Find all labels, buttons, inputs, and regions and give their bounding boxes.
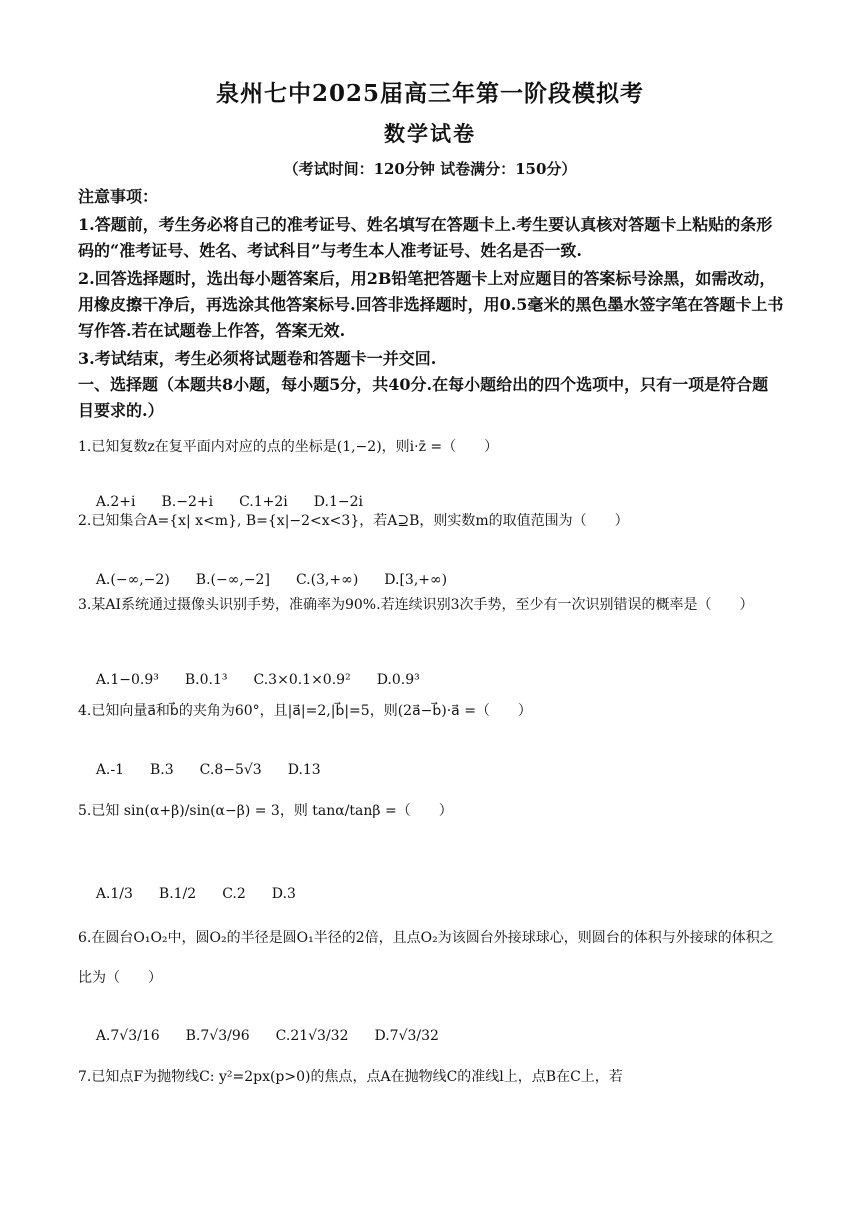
question-3-options — [78, 656, 446, 704]
option-d: D.0.9³ — [376, 672, 420, 688]
note-item-3: 3.考试结束，考生必须将试题卷和答题卡一并交回. — [78, 349, 437, 368]
note-item-1: 1.答题前，考生务必将自己的准考证号、姓名填写在答题卡上.考生要认真核对答题卡上粘贴的条形码的“准考证号、姓名、考试科目”与考生本人准考证号、姓名是否一致. — [78, 215, 773, 260]
option-c: C.3×0.1×0.9² — [253, 672, 351, 688]
option-b: B.0.1³ — [184, 672, 228, 688]
question-1-stem: 1.已知复数z在复平面内对应的点的坐标是(1,−2)，则i·z̄ =（ ） — [78, 439, 499, 455]
option-c: C.8−5√3 — [199, 762, 262, 778]
option-b: B.7√3/96 — [185, 1028, 250, 1044]
question-3-stem: 3.某AI系统通过摄像头识别手势，准确率为90%.若连续识别3次手势，至少有一次识别错误的概率是（ ） — [78, 597, 754, 613]
question-2-stem: 2.已知集合A={x| x<m}, B={x|−2<x<3}，若A⊇B，则实数m的取值范围为（ ） — [78, 513, 629, 529]
option-d: D.3 — [271, 886, 296, 902]
exam-title: 泉州七中2025届高三年第一阶段模拟考 — [215, 80, 644, 107]
exam-subtitle: 数学试卷 — [384, 121, 476, 146]
option-a: A.1−0.9³ — [95, 672, 159, 688]
exam-info: （考试时间：120分钟 试卷满分：150分） — [283, 160, 577, 178]
option-b: B.−2+i — [161, 494, 214, 510]
option-a: A.7√3/16 — [95, 1028, 160, 1044]
question-7-stem: 7.已知点F为抛物线C: y²=2px(p>0)的焦点，点A在抛物线C的准线l上，点B在C上，若 — [78, 1069, 623, 1085]
option-d: D.13 — [287, 762, 321, 778]
option-c: C.(3,+∞) — [295, 572, 359, 588]
note-item-2: 2.回答选择题时，选出每小题答案后，用2B铅笔把答题卡上对应题目的答案标号涂黑，如需改动，用橡皮擦干净后，再选涂其他答案标号.回答非选择题时，用0.5毫米的黑色墨水签字笔在答题卡上书写作答.若在试题卷上作答，答案无效. — [78, 269, 784, 340]
question-6-stem: 6.在圆台O₁O₂中，圆O₂的半径是圆O₁半径的2倍，且点O₂为该圆台外接球球心，则圆台的体积与外接球的体积之比为（ ） — [78, 930, 774, 986]
option-d: D.1−2i — [313, 494, 363, 510]
option-c: C.2 — [222, 886, 246, 902]
notes-heading: 注意事项： — [78, 187, 159, 206]
question-4-stem: 4.已知向量a⃗和b⃗的夹角为60°，且|a⃗|=2,|b⃗|=5，则(2a⃗−b⃗)·a⃗ =（ ） — [78, 703, 532, 719]
option-a: A.1/3 — [95, 886, 133, 902]
option-a: A.-1 — [95, 762, 125, 778]
section-heading: 一、选择题（本题共8小题，每小题5分，共40分.在每小题给出的四个选项中，只有一项是符合题目要求的.） — [78, 375, 769, 420]
option-a: A.(−∞,−2) — [95, 572, 170, 588]
option-d: D.[3,+∞) — [384, 572, 448, 588]
option-b: B.1/2 — [158, 886, 197, 902]
question-6-options — [78, 1012, 465, 1060]
question-5-stem: 5.已知 sin(α+β)/sin(α−β) = 3，则 tanα/tanβ =（ ） — [78, 803, 453, 819]
question-5-options — [78, 870, 322, 918]
option-d: D.7√3/32 — [374, 1028, 439, 1044]
question-4-options — [78, 746, 347, 794]
option-b: B.3 — [150, 762, 174, 778]
option-c: C.1+2i — [239, 494, 288, 510]
option-b: B.(−∞,−2] — [195, 572, 270, 588]
option-a: A.2+i — [95, 494, 136, 510]
option-c: C.21√3/32 — [275, 1028, 349, 1044]
